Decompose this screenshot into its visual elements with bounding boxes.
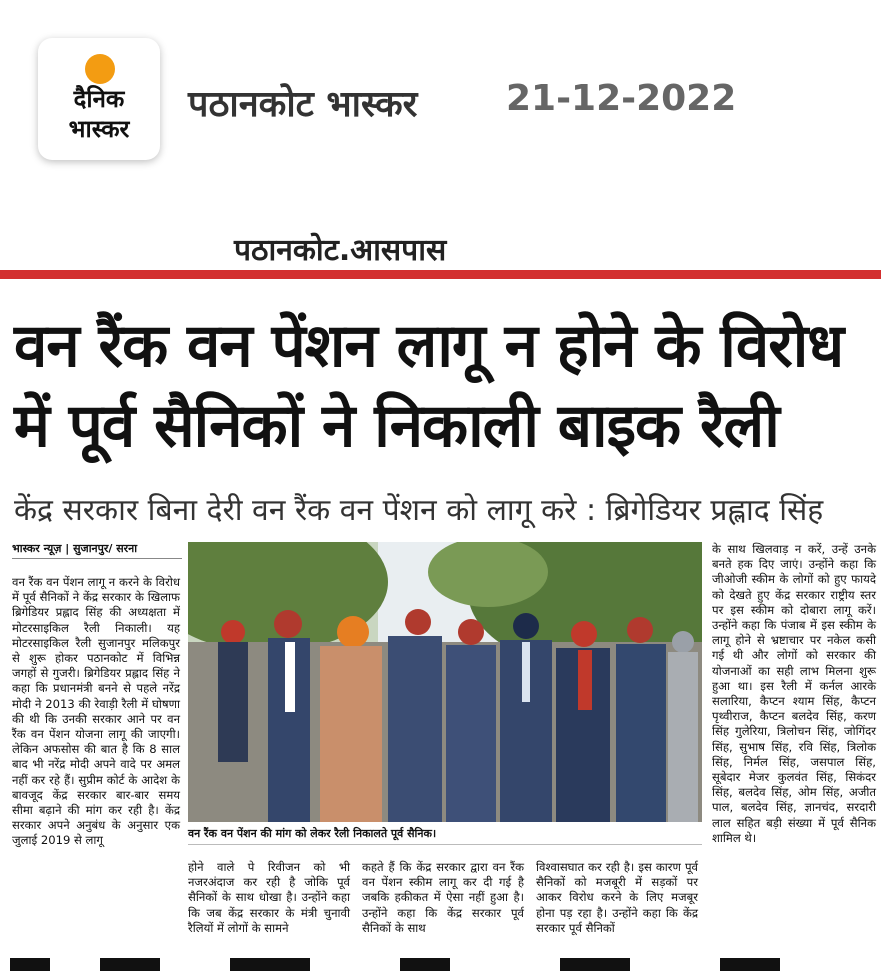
caption-divider [188,844,702,845]
article-column-2: होने वाले पे रिवीजन को भी नजरअंदाज कर रही है जोकि पूर्व सैनिकों के साथ धोखा है। उन्होंने कहा कि जब केंद्र सरकार के मंत्री चुनावी रैलियों में लोगों के सामने [188,860,350,935]
article-headline: वन रैंक वन पेंशन लागू न होने के विरोध में पूर्व सैनिकों ने निकाली बाइक रैली [14,311,844,461]
photo-caption: वन रैंक वन पेंशन की मांग को लेकर रैली निकालते पूर्व सैनिक। [188,827,437,840]
article-column-4: विश्वासघात कर रही है। इस कारण पूर्व सैनिकों को मजबूरी में सड़कों पर आकर विरोध करने के लिए मजबूर होना पड़ रहा है। उन्होंने कहा कि केंद्र सरकार पूर्व सैनिकों [536,860,698,935]
article-subheadline: केंद्र सरकार बिना देरी वन रैंक वन पेंशन को लागू करे : ब्रिगेडियर प्रह्लाद सिंह [14,493,824,528]
section-divider [0,270,881,279]
byline: भास्कर न्यूज़ | सुजानपुर/ सरना [12,542,138,555]
article-column-5: के साथ खिलवाड़ न करें, उन्हें उनके बनते हक दिए जाएं। उन्होंने कहा कि जीओजी स्कीम के लोगों को हुए फायदे को देखते हुए केंद्र सरकार राष्ट्रीय स्तर पर इस स्कीम को दोबारा लागू करें। उन्होंने कहा कि पंजाब में इस स्कीम के लागू होने से भ्रष्टाचार पर नकेल कसी गई थी और लोगों को सरकार की योजनाओं का सही लाभ मिलना शुरू हुआ था। इस रैली में कर्नल आरके सलारिया, कैप्टन श्याम सिंह, कैप्टन पृथ्वीराज, कैप्टन बलदेव सिंह, करण सिंह गुलेरिया, त्रिलोचन सिंह, जोगिंदर सिंह, सुभाष सिंह, रवि सिंह, त्रिलोक सिंह, निर्मल सिंह, जसपाल सिंह, सूबेदार मेजर कुलवंत सिंह, सिकंदर सिंह, बलदेव सिंह, ओम सिंह, अजीत पाल, बलदेव सिंह, ज्ञानचंद, सरदारी लाल सहित बड़ी संख्या में पूर्व सैनिक शामिल थे। [712,542,876,845]
edition-name: पठानकोट भास्कर [188,84,418,125]
article-column-1: वन रैंक वन पेंशन लागू न करने के विरोध में पूर्व सैनिकों ने केंद्र सरकार के खिलाफ ब्रिगेडियर प्रह्लाद सिंह की अध्यक्षता में मोटरसाइकिल रैली निकाली। यह मोटरसाइकिल रैली सुजानपुर मलिकपुर से शुरू होकर पठानकोट में विभिन्न जगहों से गुजरी। ब्रिगेडियर प्रह्लाद सिंह ने कहा कि प्रधानमंत्री बनने से पहले नरेंद्र मोदी ने 2013 की रेवाड़ी रैली में घोषणा की थी कि उनकी सरकार आने पर वन रैंक वन पेंशन योजना लागू की जाएगी। लेकिन अफसोस की बात है कि 8 साल बाद भी नरेंद्र मोदी अपने वादे पर अमल नहीं कर रहे हैं। सुप्रीम कोर्ट के आदेश के बावजूद केंद्र सरकार बार-बार समय सीमा बढ़ाने की मांग कर रही है। केंद्र सरकार अपने अनुबंध के अनुसार एक जुलाई 2019 से लागू [12,575,180,848]
dainik-bhaskar-logo [38,38,160,160]
sun-icon [85,54,115,84]
byline-divider [12,558,182,559]
edition-date: 21-12-2022 [506,78,737,119]
logo-text-line1: दैनिक [73,85,125,113]
rally-photo [188,542,702,822]
logo-text-line2: भास्कर [68,115,130,143]
section-title: पठानकोट.आसपास [234,233,447,268]
article-column-3: कहते हैं कि केंद्र सरकार द्वारा वन रैंक वन पेंशन स्कीम लागू कर दी गई है जबकि हकीकत में ऐसा नहीं हुआ है। उन्होंने कहा कि केंद्र सरकार पूर्व सैनिकों के साथ [362,860,524,935]
next-headline-fragment [0,952,881,971]
